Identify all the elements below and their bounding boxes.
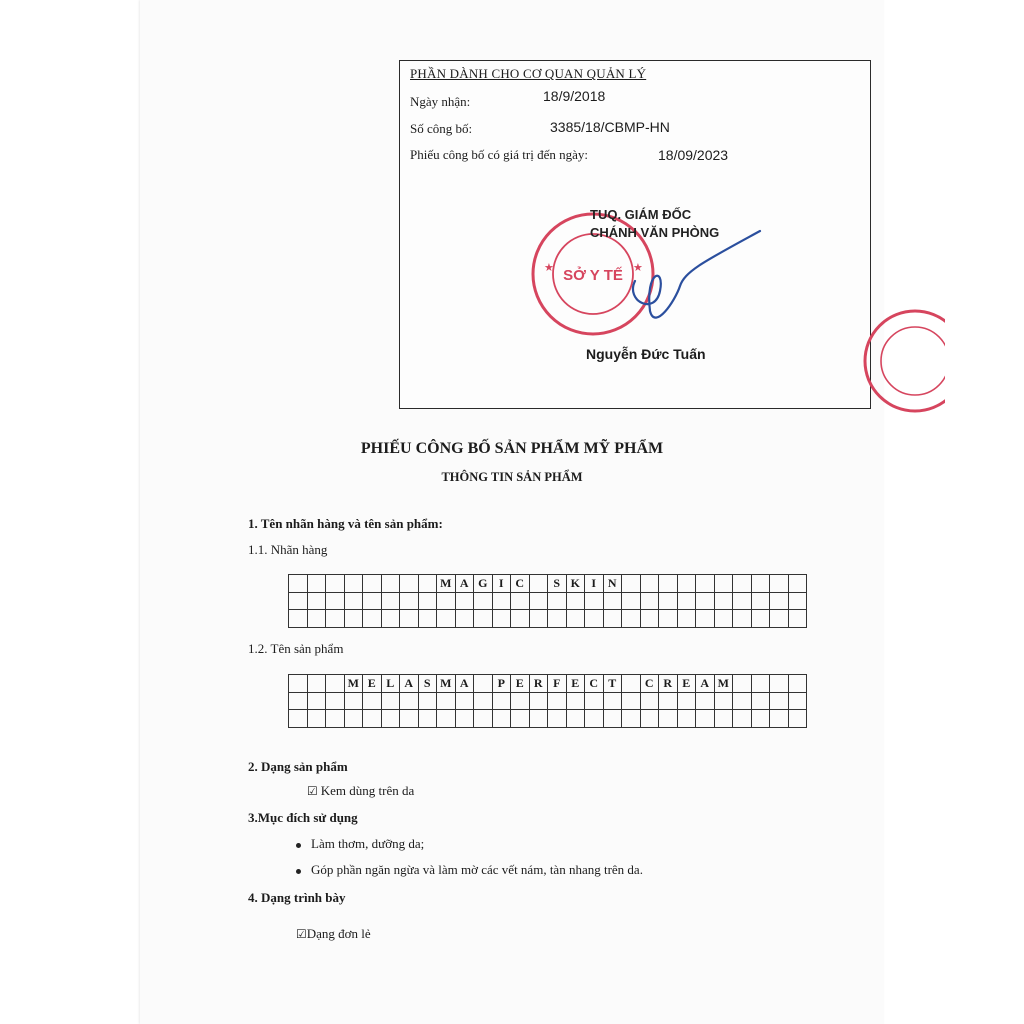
received-date-value: 18/9/2018 <box>543 88 606 104</box>
valid-until-label: Phiếu công bố có giá trị đến ngày: <box>410 147 588 162</box>
product-grid-cell <box>474 710 493 728</box>
office-use-box <box>399 60 871 409</box>
brand-grid <box>288 574 807 628</box>
brand-label: 1.1. Nhãn hàng <box>248 542 328 557</box>
product-grid-cell <box>696 692 715 710</box>
svg-text:★: ★ <box>544 262 554 274</box>
bullet-icon <box>296 843 301 848</box>
product-grid-cell <box>455 710 474 728</box>
product-grid-cell: L <box>381 675 400 693</box>
product-grid-cell: S <box>418 675 437 693</box>
checkbox-checked-icon: ☑ <box>307 784 318 798</box>
brand-grid-cell <box>548 610 567 628</box>
product-grid-cell <box>622 692 641 710</box>
brand-grid-cell <box>400 575 419 593</box>
product-grid-cell <box>437 692 456 710</box>
product-grid-cell: P <box>492 675 511 693</box>
brand-grid-cell <box>585 610 604 628</box>
brand-grid-cell <box>622 592 641 610</box>
bullet-icon <box>296 869 301 874</box>
product-grid-cell <box>511 710 530 728</box>
product-grid-cell: E <box>677 675 696 693</box>
form-title: PHIẾU CÔNG BỐ SẢN PHẨM MỸ PHẨM <box>360 440 664 457</box>
product-grid-cell: M <box>344 675 363 693</box>
product-grid-cell <box>326 675 345 693</box>
brand-grid-cell <box>622 610 641 628</box>
valid-until-value: 18/09/2023 <box>658 147 729 163</box>
product-label: 1.2. Tên sản phẩm <box>248 641 344 656</box>
presentation-option-label: Dạng đơn lẻ <box>306 926 371 941</box>
brand-grid-cell <box>307 610 326 628</box>
purpose-item-text: Làm thơm, dưỡng da; <box>311 836 425 851</box>
product-grid-cell <box>492 692 511 710</box>
product-grid-cell <box>733 692 752 710</box>
product-grid-cell <box>770 710 789 728</box>
signer-title-line1: TUQ. GIÁM ĐỐC <box>590 207 692 222</box>
brand-grid-cell <box>788 610 807 628</box>
brand-grid-cell <box>677 592 696 610</box>
brand-grid-cell <box>400 610 419 628</box>
brand-grid-cell <box>437 610 456 628</box>
section4-heading: 4. Dạng trình bày <box>248 890 346 905</box>
brand-grid-cell <box>455 610 474 628</box>
product-grid-cell <box>492 710 511 728</box>
brand-grid-cell <box>733 575 752 593</box>
brand-grid-row-1 <box>289 575 807 593</box>
product-grid-cell <box>418 692 437 710</box>
product-grid-cell <box>714 692 733 710</box>
brand-grid-cell <box>677 575 696 593</box>
svg-text:★: ★ <box>633 262 643 274</box>
purpose-item <box>296 836 424 852</box>
product-grid-cell <box>289 692 308 710</box>
product-grid-cell <box>622 710 641 728</box>
received-date-label: Ngày nhận: <box>410 94 471 109</box>
brand-grid-cell <box>640 610 659 628</box>
checkbox-checked-icon: ☑ <box>296 927 307 941</box>
brand-grid-cell <box>788 575 807 593</box>
brand-grid-cell <box>751 575 770 593</box>
brand-grid-cell <box>714 610 733 628</box>
product-grid-cell: T <box>603 675 622 693</box>
brand-grid-cell <box>492 610 511 628</box>
product-grid-cell <box>640 710 659 728</box>
brand-grid-cell <box>363 592 382 610</box>
brand-grid-cell <box>696 592 715 610</box>
product-grid-cell <box>455 692 474 710</box>
product-grid-cell <box>659 692 678 710</box>
product-grid-cell <box>437 710 456 728</box>
product-grid-row-1 <box>289 675 807 693</box>
brand-grid-cell <box>381 610 400 628</box>
product-grid-cell <box>585 692 604 710</box>
brand-grid-cell <box>770 575 789 593</box>
brand-grid-cell <box>622 575 641 593</box>
brand-grid-cell <box>474 610 493 628</box>
declaration-number-label: Số công bố: <box>410 121 473 136</box>
brand-grid-cell <box>529 610 548 628</box>
brand-grid-cell <box>474 592 493 610</box>
brand-grid-cell <box>566 592 585 610</box>
brand-grid-cell <box>751 610 770 628</box>
presentation-option <box>296 926 371 942</box>
product-grid-cell <box>770 675 789 693</box>
product-grid-cell <box>622 675 641 693</box>
section1-heading: 1. Tên nhãn hàng và tên sản phẩm: <box>248 516 443 531</box>
product-grid-cell <box>307 675 326 693</box>
brand-grid-cell: K <box>566 575 585 593</box>
brand-grid-cell <box>677 610 696 628</box>
product-grid-cell <box>289 675 308 693</box>
product-grid-cell <box>733 675 752 693</box>
product-grid-cell <box>381 710 400 728</box>
product-grid-cell <box>529 710 548 728</box>
brand-grid-cell <box>344 610 363 628</box>
brand-grid-cell <box>566 610 585 628</box>
product-grid-cell <box>344 710 363 728</box>
office-box-header: PHẦN DÀNH CHO CƠ QUAN QUẢN LÝ <box>410 66 647 81</box>
product-grid-cell <box>511 692 530 710</box>
brand-grid-cell: M <box>437 575 456 593</box>
partial-seal-icon <box>855 306 945 416</box>
brand-grid-cell <box>603 592 622 610</box>
product-grid-cell <box>548 692 567 710</box>
product-grid-cell <box>566 710 585 728</box>
brand-grid-cell: N <box>603 575 622 593</box>
brand-grid-cell <box>640 592 659 610</box>
declaration-number-value: 3385/18/CBMP-HN <box>550 119 670 135</box>
product-grid-cell <box>751 675 770 693</box>
product-grid-cell: E <box>511 675 530 693</box>
product-grid-cell <box>344 692 363 710</box>
brand-grid-cell <box>326 592 345 610</box>
product-grid-cell: E <box>363 675 382 693</box>
section3-heading: 3.Mục đích sử dụng <box>248 810 358 825</box>
product-grid-cell <box>733 710 752 728</box>
product-grid-cell <box>474 675 493 693</box>
product-grid-cell <box>788 675 807 693</box>
brand-grid-cell <box>381 575 400 593</box>
brand-grid-cell <box>307 592 326 610</box>
product-grid-cell <box>677 710 696 728</box>
product-grid-cell <box>788 710 807 728</box>
brand-grid-cell <box>307 575 326 593</box>
product-grid-cell <box>326 710 345 728</box>
brand-grid-cell: C <box>511 575 530 593</box>
brand-grid-cell: A <box>455 575 474 593</box>
brand-grid-cell <box>289 592 308 610</box>
product-grid-cell <box>326 692 345 710</box>
product-grid-cell: A <box>400 675 419 693</box>
brand-grid-cell <box>326 610 345 628</box>
purpose-item-text: Góp phần ngăn ngừa và làm mờ các vết nám, tàn nhang trên da. <box>311 862 643 877</box>
brand-grid-cell <box>418 575 437 593</box>
product-grid-cell <box>307 710 326 728</box>
brand-grid-cell <box>548 592 567 610</box>
product-grid-cell: M <box>437 675 456 693</box>
product-grid-cell <box>770 692 789 710</box>
product-grid-cell <box>603 692 622 710</box>
brand-grid-cell <box>511 610 530 628</box>
brand-grid-cell <box>529 575 548 593</box>
brand-grid-cell <box>418 610 437 628</box>
product-form-option <box>307 783 414 799</box>
product-grid-cell <box>659 710 678 728</box>
brand-grid-cell <box>640 575 659 593</box>
product-grid-cell: C <box>640 675 659 693</box>
product-grid-cell <box>307 692 326 710</box>
brand-grid-cell <box>344 592 363 610</box>
brand-grid-cell <box>529 592 548 610</box>
brand-grid-cell <box>400 592 419 610</box>
brand-grid-cell <box>363 575 382 593</box>
product-grid-cell <box>548 710 567 728</box>
product-grid-cell <box>400 692 419 710</box>
product-grid-row-2 <box>289 692 807 710</box>
brand-grid-cell: S <box>548 575 567 593</box>
product-grid-cell: R <box>529 675 548 693</box>
product-grid-cell: F <box>548 675 567 693</box>
brand-grid-cell <box>437 592 456 610</box>
product-grid-cell: A <box>455 675 474 693</box>
product-grid-cell <box>363 692 382 710</box>
brand-grid-cell: I <box>492 575 511 593</box>
product-grid-cell <box>474 692 493 710</box>
product-grid-cell <box>289 710 308 728</box>
brand-grid-cell <box>751 592 770 610</box>
brand-grid-cell <box>770 592 789 610</box>
brand-grid-cell <box>585 592 604 610</box>
section2-heading: 2. Dạng sản phẩm <box>248 759 348 774</box>
brand-grid-cell <box>381 592 400 610</box>
product-grid-cell <box>381 692 400 710</box>
product-grid-cell <box>677 692 696 710</box>
product-grid-cell <box>714 710 733 728</box>
product-grid-cell <box>418 710 437 728</box>
product-grid-cell <box>585 710 604 728</box>
product-grid-cell <box>566 692 585 710</box>
brand-grid-cell <box>511 592 530 610</box>
product-grid-cell: R <box>659 675 678 693</box>
product-grid-cell <box>400 710 419 728</box>
brand-grid-cell <box>455 592 474 610</box>
brand-grid-row-3 <box>289 610 807 628</box>
brand-grid-cell <box>659 592 678 610</box>
brand-grid-cell <box>788 592 807 610</box>
brand-grid-cell <box>770 610 789 628</box>
product-grid-cell <box>696 710 715 728</box>
brand-grid-cell <box>289 610 308 628</box>
brand-grid-cell <box>659 575 678 593</box>
product-grid-cell <box>603 710 622 728</box>
brand-grid-cell <box>714 592 733 610</box>
product-grid-cell <box>751 710 770 728</box>
product-grid-cell <box>640 692 659 710</box>
product-grid-cell: E <box>566 675 585 693</box>
product-grid-cell <box>529 692 548 710</box>
brand-grid-cell: G <box>474 575 493 593</box>
product-grid-cell <box>363 710 382 728</box>
brand-grid-row-2 <box>289 592 807 610</box>
product-form-option-label: Kem dùng trên da <box>320 783 415 798</box>
brand-grid-cell <box>733 610 752 628</box>
seal-text: SỞ Y TẾ <box>563 267 623 284</box>
brand-grid-cell <box>603 610 622 628</box>
product-grid-cell <box>788 692 807 710</box>
brand-grid-cell <box>344 575 363 593</box>
product-grid-cell: A <box>696 675 715 693</box>
purpose-item <box>296 862 643 878</box>
brand-grid-cell <box>696 575 715 593</box>
brand-grid-cell <box>492 592 511 610</box>
product-grid <box>288 674 807 728</box>
brand-grid-cell: I <box>585 575 604 593</box>
signer-title-line2: CHÁNH VĂN PHÒNG <box>590 225 720 240</box>
product-grid-cell <box>751 692 770 710</box>
brand-grid-cell <box>696 610 715 628</box>
brand-grid-cell <box>363 610 382 628</box>
product-grid-cell: C <box>585 675 604 693</box>
brand-grid-cell <box>326 575 345 593</box>
form-subtitle: THÔNG TIN SẢN PHẨM <box>441 470 583 484</box>
brand-grid-cell <box>289 575 308 593</box>
brand-grid-cell <box>418 592 437 610</box>
product-grid-row-3 <box>289 710 807 728</box>
brand-grid-cell <box>714 575 733 593</box>
brand-grid-cell <box>659 610 678 628</box>
product-grid-cell: M <box>714 675 733 693</box>
brand-grid-cell <box>733 592 752 610</box>
signer-name: Nguyễn Đức Tuấn <box>586 346 706 362</box>
